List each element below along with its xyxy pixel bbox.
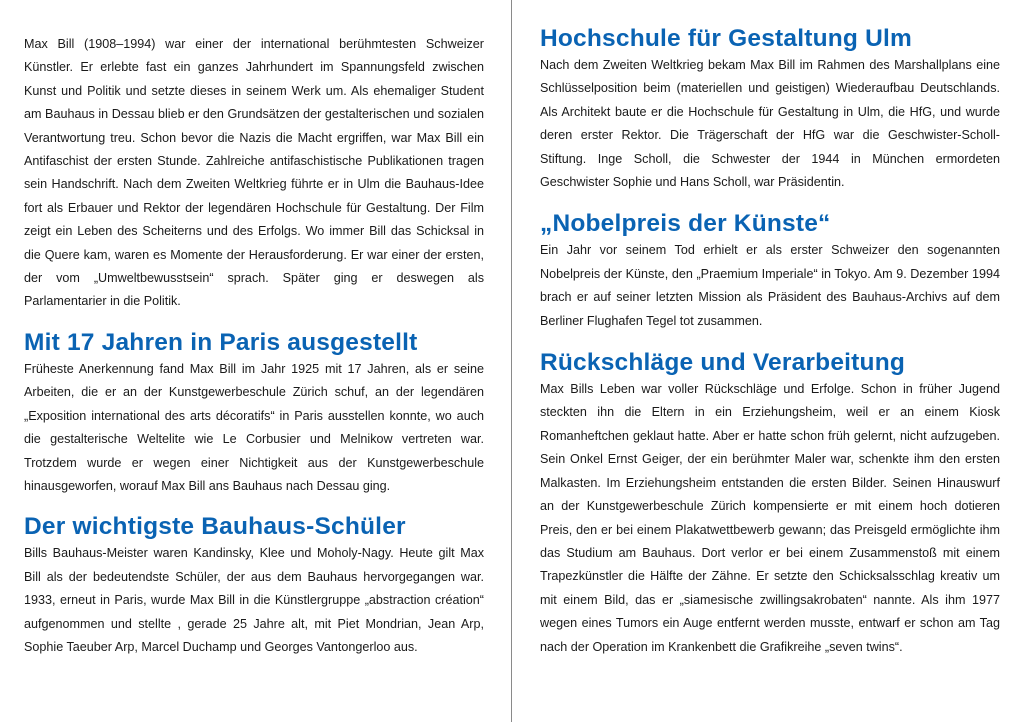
heading-setbacks: Rückschläge und Verarbeitung [540, 349, 906, 377]
intro-paragraph: Max Bill (1908–1994) war einer der international berühmtesten Schweizer Künstler. Er erlebte fast ein ganzes Jahrhundert im Spannungsfeld zwischen Kunst und Politik und setzte dieses in seinem Werk um. Als ehemaliger Student am Bauhaus in Dessau blieb er den Grundsätzen der gestalterischen und sozialen Verantwortung treu. Schon bevor die Nazis die Macht ergriffen, war Max Bill ein Antifaschist der ersten Stunde. Zahlreiche antifaschistische Publikationen tragen sein Handschrift. Nach dem Zweiten Weltkrieg führte er in Ulm die Bauhaus-Idee fort als Erbauer und Rektor der legendären Hochschule für Gestaltung. Der Film zeigt ein Leben des Scheiterns und des Erfolgs. Wo immer Bill das Schicksal in die Quere kam, waren es Momente der Herausforderung. Er war einer der ersten, der vom „Umweltbewusstsein“ sprach. Später ging er deswegen als Parlamentarier in die Politik. [24, 37, 484, 309]
paragraph-ulm: Nach dem Zweiten Weltkrieg bekam Max Bill im Rahmen des Marshallplans eine Schlüsselposition beim (materiellen und geistigen) Wiederaufbau Deutschlands. Als Architekt baute er die Hochschule für Gestaltung in Ulm, die HfG, und wurde deren erster Rektor. Die Trägerschaft der HfG war die Geschwister-Scholl-Stiftung. Inge Scholl, die Schwester der 1944 in München ermordeten Geschwister Sophie und Hans Scholl, war Präsidentin. [540, 58, 1000, 190]
heading-nobel: „Nobelpreis der Künste“ [540, 210, 831, 238]
paragraph-nobel: Ein Jahr vor seinem Tod erhielt er als erster Schweizer den sogenannten Nobelpreis der Künste, den „Praemium Imperiale“ in Tokyo. Am 9. Dezember 1994 brach er auf seiner letzten Mission als Präsident des Bauhaus-Archivs auf dem Berliner Flughafen Tegel tot zusammen. [540, 243, 1000, 328]
paragraph-bauhaus: Bills Bauhaus-Meister waren Kandinsky, Klee und Moholy-Nagy. Heute gilt Max Bill als der bedeutendste Schüler, der aus dem Bauhaus hervorgegangen war. 1933, erneut in Paris, wurde Max Bill in die Künstlergruppe „abstraction création“ aufgenommen und stellte , gerade 25 Jahre alt, mit Piet Mondrian, Jean Arp, Sophie Taeuber Arp, Marcel Duchamp und Georges Vantongerloo aus. [24, 546, 484, 654]
paragraph-paris: Früheste Anerkennung fand Max Bill im Jahr 1925 mit 17 Jahren, als er seine Arbeiten, die er an der Kunstgewerbeschule Zürich schuf, an der legendären „Exposition international des arts décoratifs“ in Paris ausstellen konnte, wo auch die gestalterische Weltelite wie Le Corbusier und Melnikow vertreten war. Trotzdem wurde er wegen einer Nichtigkeit aus der Kunstgewerbeschule hinausgeworfen, worauf Max Bill ans Bauhaus nach Dessau ging. [24, 361, 484, 493]
right-page [540, 0, 1000, 659]
heading-ulm: Hochschule für Gestaltung Ulm [540, 25, 912, 52]
paragraph-setbacks: Max Bills Leben war voller Rückschläge und Erfolge. Schon in früher Jugend steckten ihn die Eltern in ein Erziehungsheim, weil er an einem Kiosk Romanheftchen geklaut hatte. Aber er hatte schon früh gelernt, nicht aufzugeben. Sein Onkel Ernst Geiger, der ein berühmter Maler war, schenkte ihm den ersten Malkasten. Im Erziehungsheim entstanden die ersten Bilder. Seinen Hinauswurf an der Kunstgewerbeschule Zürich kompensierte er mit einem hoch dotieren Preis, den er bei einem Plakatwettbewerb gewann; das Preisgeld ermöglichte ihm das Studium am Bauhaus. Dort verlor er bei einem Zusammenstoß mit einem Trapezkünstler die Hälfte der Zähne. Er setzte den Schicksalsschlag kreativ um mit einem Bild, das er „siamesische zwillingsakrobaten“ nannte. Als ihm 1977 wegen eines Tumors ein Auge entfernt werden musste, entwarf er schon am Tag nach der Operation im Krankenbett die Grafikreihe „seven twins“. [540, 382, 1000, 654]
left-page [24, 0, 484, 659]
heading-bauhaus: Der wichtigste Bauhaus-Schüler [24, 513, 406, 541]
page-divider [511, 0, 512, 722]
heading-paris: Mit 17 Jahren in Paris ausgestellt [24, 328, 418, 356]
